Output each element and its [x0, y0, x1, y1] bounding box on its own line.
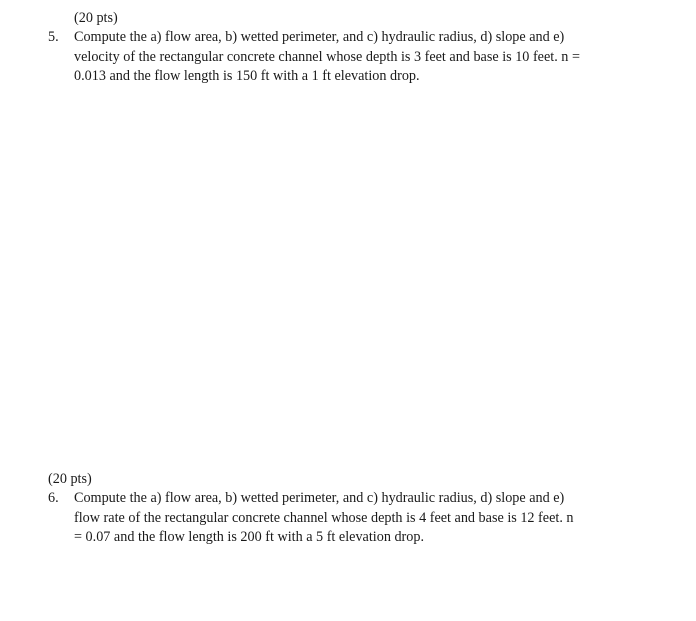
- problem-5: [48, 28, 648, 87]
- problem-5-line-2: velocity of the rectangular concrete channel whose depth is 3 feet and base is 10 feet. n =: [74, 48, 580, 65]
- problem-6-points: (20 pts): [48, 471, 92, 487]
- problem-6-line-3: = 0.07 and the flow length is 200 ft with a 5 ft elevation drop.: [74, 529, 425, 545]
- problem-5-text: [74, 28, 648, 87]
- problem-6-number: 6.: [48, 490, 59, 506]
- problem-5-number: 5.: [48, 29, 59, 45]
- problem-5-line-3: 0.013 and the flow length is 150 ft with a 1 ft elevation drop.: [74, 68, 420, 84]
- problem-5-points: (20 pts): [74, 10, 118, 26]
- problem-6-text: [74, 489, 648, 548]
- problem-5-line-1: Compute the a) flow area, b) wetted perimeter, and c) hydraulic radius, d) slope and e): [74, 29, 565, 45]
- problem-6: [48, 489, 648, 548]
- problem-6-line-2: flow rate of the rectangular concrete channel whose depth is 4 feet and base is 12 feet. n: [74, 509, 574, 526]
- problem-6-line-1: Compute the a) flow area, b) wetted perimeter, and c) hydraulic radius, d) slope and e): [74, 490, 565, 506]
